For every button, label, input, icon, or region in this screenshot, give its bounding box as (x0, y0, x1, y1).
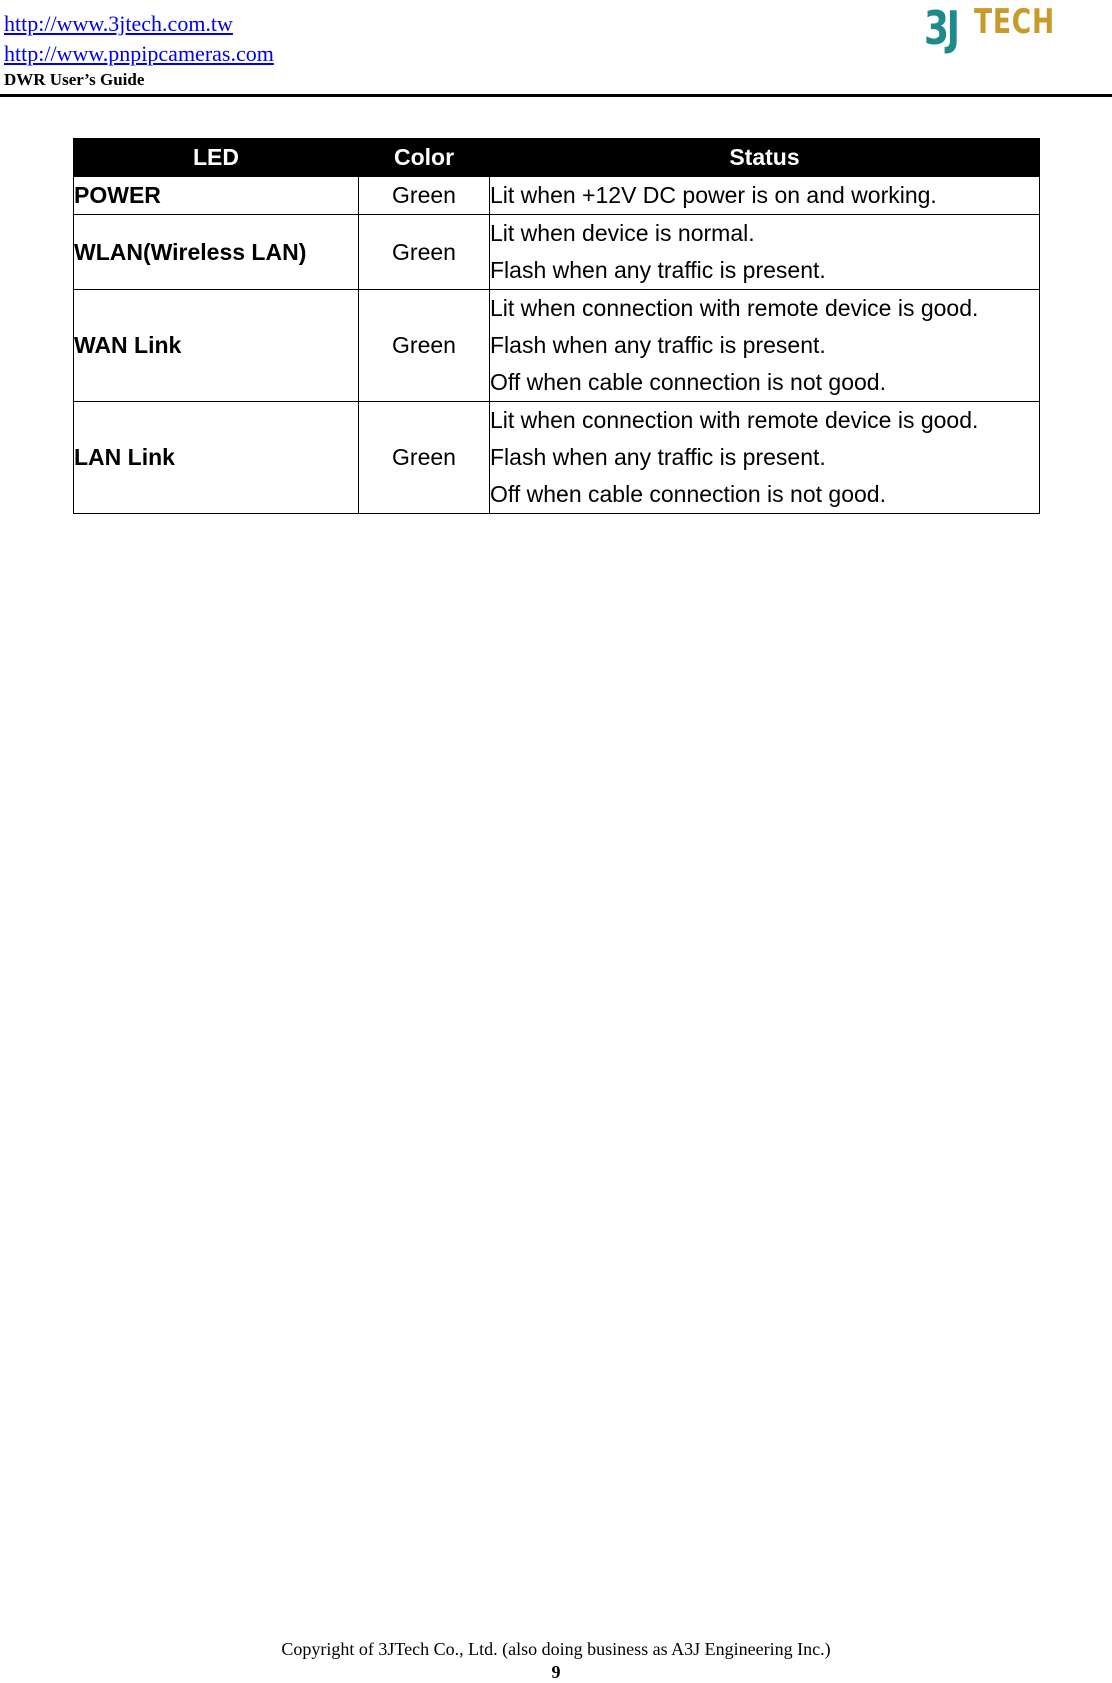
3jtech-logo (924, 0, 1054, 60)
led-status-table (73, 138, 1040, 514)
header-divider (0, 94, 1112, 97)
status-line: Flash when any traffic is present. (490, 332, 826, 358)
table-row (74, 290, 1040, 402)
led-color: Green (359, 402, 490, 514)
header-color: Color (359, 139, 490, 177)
status-line: Lit when connection with remote device is good. (490, 407, 979, 433)
led-status (490, 290, 1040, 402)
page-header (0, 0, 1112, 98)
logo-mark: 3J (924, 1, 958, 55)
website-link-pnpipcameras[interactable]: http://www.pnpipcameras.com (4, 41, 274, 66)
status-line: Flash when any traffic is present. (490, 257, 826, 283)
status-line: Off when cable connection is not good. (490, 481, 886, 507)
table-row (74, 215, 1040, 290)
table-header-row (74, 139, 1040, 177)
led-color: Green (359, 290, 490, 402)
guide-title: DWR User’s Guide (4, 70, 145, 89)
page-number: 9 (551, 1662, 561, 1682)
table-row (74, 402, 1040, 514)
header-led: LED (74, 139, 359, 177)
led-status (490, 402, 1040, 514)
copyright-notice: Copyright of 3JTech Co., Ltd. (also doing business as A3J Engineering Inc.) (281, 1639, 831, 1659)
status-line: Lit when device is normal. (490, 220, 755, 246)
table-row (74, 177, 1040, 215)
status-line: Off when cable connection is not good. (490, 369, 886, 395)
led-name: POWER (74, 177, 359, 215)
led-status (490, 177, 1040, 215)
website-link-3jtech[interactable]: http://www.3jtech.com.tw (4, 11, 233, 36)
led-name: WAN Link (74, 290, 359, 402)
status-line: Lit when +12V DC power is on and working. (490, 182, 937, 208)
status-line: Lit when connection with remote device is good. (490, 295, 979, 321)
led-color: Green (359, 177, 490, 215)
led-name: WLAN(Wireless LAN) (74, 215, 359, 290)
logo-word: TECH (974, 2, 1055, 42)
status-line: Flash when any traffic is present. (490, 444, 826, 470)
header-status: Status (490, 139, 1040, 177)
led-status (490, 215, 1040, 290)
led-name: LAN Link (74, 402, 359, 514)
led-color: Green (359, 215, 490, 290)
